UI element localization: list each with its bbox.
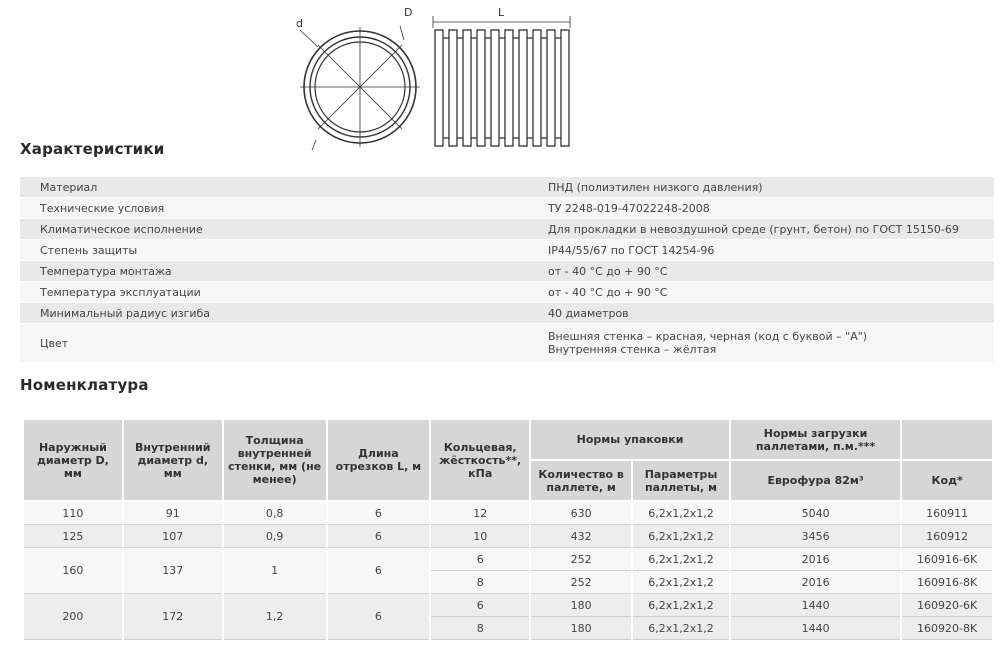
cell-outer: 125 <box>23 525 123 548</box>
spec-value: IP44/55/67 по ГОСТ 14254-96 <box>528 240 994 261</box>
cross-section-drawing <box>300 26 420 150</box>
header-packing-norms: Нормы упаковки <box>530 419 730 460</box>
cell-outer: 200 <box>23 594 123 640</box>
nomenclature-table <box>22 418 994 640</box>
spec-key: Температура монтажа <box>20 261 528 282</box>
header-empty <box>901 419 993 460</box>
cell-stiffness: 8 <box>430 571 530 594</box>
cell-stiffness: 8 <box>430 617 530 640</box>
table-row <box>20 261 994 282</box>
header-outer-diameter: Наружный диаметр D, мм <box>23 419 123 501</box>
spec-key: Минимальный радиус изгиба <box>20 303 528 324</box>
cell-pallet: 6,2x1,2x1,2 <box>632 501 730 525</box>
table-row <box>20 198 994 219</box>
cell-stiffness: 6 <box>430 548 530 571</box>
header-pallet-quantity: Количество в паллете, м <box>530 460 632 501</box>
spec-key: Материал <box>20 177 528 198</box>
cell-pallet: 6,2x1,2x1,2 <box>632 571 730 594</box>
table-row <box>20 303 994 324</box>
cell-outer: 110 <box>23 501 123 525</box>
characteristics-title: Характеристики <box>20 140 165 158</box>
cell-wall: 0,9 <box>223 525 327 548</box>
cell-inner: 137 <box>123 548 223 594</box>
cell-qty: 630 <box>530 501 632 525</box>
table-row <box>20 219 994 240</box>
color-inner-wall: Внутренняя стенка – жёлтая <box>548 343 717 356</box>
cell-pallet: 6,2x1,2x1,2 <box>632 548 730 571</box>
table-row <box>20 240 994 261</box>
spec-value: от - 40 °С до + 90 °С <box>528 282 994 303</box>
cell-qty: 180 <box>530 617 632 640</box>
header-segment-length: Длина отрезков L, м <box>327 419 431 501</box>
cell-truck: 1440 <box>730 617 901 640</box>
cell-stiffness: 12 <box>430 501 530 525</box>
cell-wall: 0,8 <box>223 501 327 525</box>
cell-code: 160912 <box>901 525 993 548</box>
color-outer-wall: Внешняя стенка – красная, черная (код с буквой – "А") <box>548 330 868 343</box>
cell-truck: 5040 <box>730 501 901 525</box>
header-code: Код* <box>901 460 993 501</box>
nomenclature-title: Номенклатура <box>20 376 149 394</box>
cell-qty: 432 <box>530 525 632 548</box>
spec-value: Для прокладки в невоздушной среде (грунт, бетон) по ГОСТ 15150-69 <box>528 219 994 240</box>
table-row <box>23 594 993 617</box>
cell-inner: 91 <box>123 501 223 525</box>
cell-stiffness: 10 <box>430 525 530 548</box>
cell-code: 160920-8K <box>901 617 993 640</box>
cell-inner: 172 <box>123 594 223 640</box>
cell-truck: 1440 <box>730 594 901 617</box>
cell-truck: 3456 <box>730 525 901 548</box>
table-row <box>20 324 994 363</box>
table-row <box>20 282 994 303</box>
cell-truck: 2016 <box>730 548 901 571</box>
diameter-outer-label: D <box>404 6 413 19</box>
table-row <box>20 177 994 198</box>
header-inner-diameter: Внутренний диаметр d, мм <box>123 419 223 501</box>
spec-key: Температура эксплуатации <box>20 282 528 303</box>
table-row <box>23 501 993 525</box>
spec-key: Цвет <box>20 324 528 363</box>
spec-value: от - 40 °С до + 90 °С <box>528 261 994 282</box>
cell-outer: 160 <box>23 548 123 594</box>
length-label: L <box>498 6 505 19</box>
spec-key: Технические условия <box>20 198 528 219</box>
cell-wall: 1,2 <box>223 594 327 640</box>
cell-inner: 107 <box>123 525 223 548</box>
header-pallet-params: Параметры паллеты, м <box>632 460 730 501</box>
cell-length: 6 <box>327 525 431 548</box>
table-row <box>23 525 993 548</box>
cell-qty: 180 <box>530 594 632 617</box>
side-view-drawing <box>433 16 570 146</box>
spec-key: Степень защиты <box>20 240 528 261</box>
diameter-inner-label: d <box>296 17 303 30</box>
cell-code: 160920-6K <box>901 594 993 617</box>
cell-pallet: 6,2x1,2x1,2 <box>632 525 730 548</box>
cell-length: 6 <box>327 594 431 640</box>
spec-value: ПНД (полиэтилен низкого давления) <box>528 177 994 198</box>
cell-qty: 252 <box>530 571 632 594</box>
spec-value: 40 диаметров <box>528 303 994 324</box>
cell-pallet: 6,2x1,2x1,2 <box>632 594 730 617</box>
header-wall-thickness: Толщина внутренней стенки, мм (не менее) <box>223 419 327 501</box>
characteristics-table <box>20 177 994 363</box>
cell-truck: 2016 <box>730 571 901 594</box>
cell-length: 6 <box>327 548 431 594</box>
cell-code: 160911 <box>901 501 993 525</box>
header-ring-stiffness: Кольцевая, жёсткость**, кПа <box>430 419 530 501</box>
table-row <box>23 548 993 571</box>
cell-qty: 252 <box>530 548 632 571</box>
cell-pallet: 6,2x1,2x1,2 <box>632 617 730 640</box>
header-eurotruck: Еврофура 82м³ <box>730 460 901 501</box>
spec-value: ТУ 2248-019-47022248-2008 <box>528 198 994 219</box>
header-loading-norms: Нормы загрузки паллетами, п.м.*** <box>730 419 901 460</box>
cell-code: 160916-8K <box>901 571 993 594</box>
spec-key: Климатическое исполнение <box>20 219 528 240</box>
cell-code: 160916-6K <box>901 548 993 571</box>
cell-length: 6 <box>327 501 431 525</box>
cell-stiffness: 6 <box>430 594 530 617</box>
cell-wall: 1 <box>223 548 327 594</box>
spec-value <box>528 324 994 363</box>
